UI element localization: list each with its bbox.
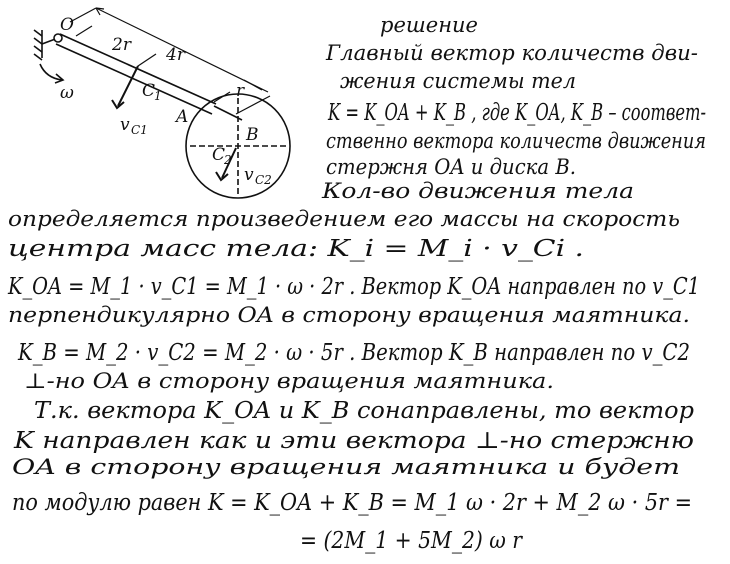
label-omega: ω xyxy=(60,83,74,103)
solution-line: по модулю равен K = K_OA + K_B = M_1 ω · 2r + M_2 ω · 5r = xyxy=(12,490,692,516)
label-dim-2r: 2r xyxy=(112,35,131,55)
label-a: A xyxy=(176,107,189,127)
solution-line: перпендикулярно OA в сторону вращения маятника. xyxy=(8,303,690,327)
label-dim-4r: 4r xyxy=(166,45,185,65)
label-c1: C xyxy=(142,81,156,101)
label-c1-sub: 1 xyxy=(154,89,162,103)
solution-line: центра масс тела: K_i = M_i · v_Ci . xyxy=(8,236,584,262)
solution-line: K направлен как и эти вектора ⊥-но стержню xyxy=(12,428,694,454)
solution-line: ⊥-но OA в сторону вращения маятника. xyxy=(24,369,554,393)
solution-line: ственно вектора количеств движения xyxy=(326,129,706,153)
label-vc1: v xyxy=(120,115,130,135)
label-vc1-sub: C1 xyxy=(131,123,148,137)
solution-line: OA в сторону вращения маятника и будет xyxy=(12,455,680,479)
solution-line: Кол-во движения тела xyxy=(320,179,634,203)
solution-line: = (2M_1 + 5M_2) ω r xyxy=(300,528,524,554)
label-vc2: v xyxy=(244,165,254,185)
label-b: B xyxy=(246,125,259,145)
solution-line: K_OA = M_1 · v_C1 = M_1 · ω · 2r . Вектор K_OA направлен по v_C1 xyxy=(7,274,700,300)
solution-line: определяется произведением его массы на скорость xyxy=(8,207,680,231)
label-c2-sub: 2 xyxy=(224,153,232,167)
label-c2: C xyxy=(212,145,226,165)
label-vc2-sub: C2 xyxy=(255,173,272,187)
solution-line: жения системы тел xyxy=(340,69,576,93)
solution-line: Главный вектор количеств дви- xyxy=(324,41,698,65)
solution-line: стержня OA и диска B. xyxy=(326,155,576,179)
solution-line: K = K_OA + K_B , где K_OA, K_B – соответ- xyxy=(327,100,706,126)
label-o: O xyxy=(60,15,74,35)
solution-line: K_B = M_2 · v_C2 = M_2 · ω · 5r . Вектор K_B направлен по v_C2 xyxy=(17,340,691,366)
solution-line: Т.к. вектора K_OA и K_B сонаправлены, то вектор xyxy=(34,398,695,424)
label-dim-r: r xyxy=(236,81,245,101)
solution-title: решение xyxy=(380,13,478,37)
